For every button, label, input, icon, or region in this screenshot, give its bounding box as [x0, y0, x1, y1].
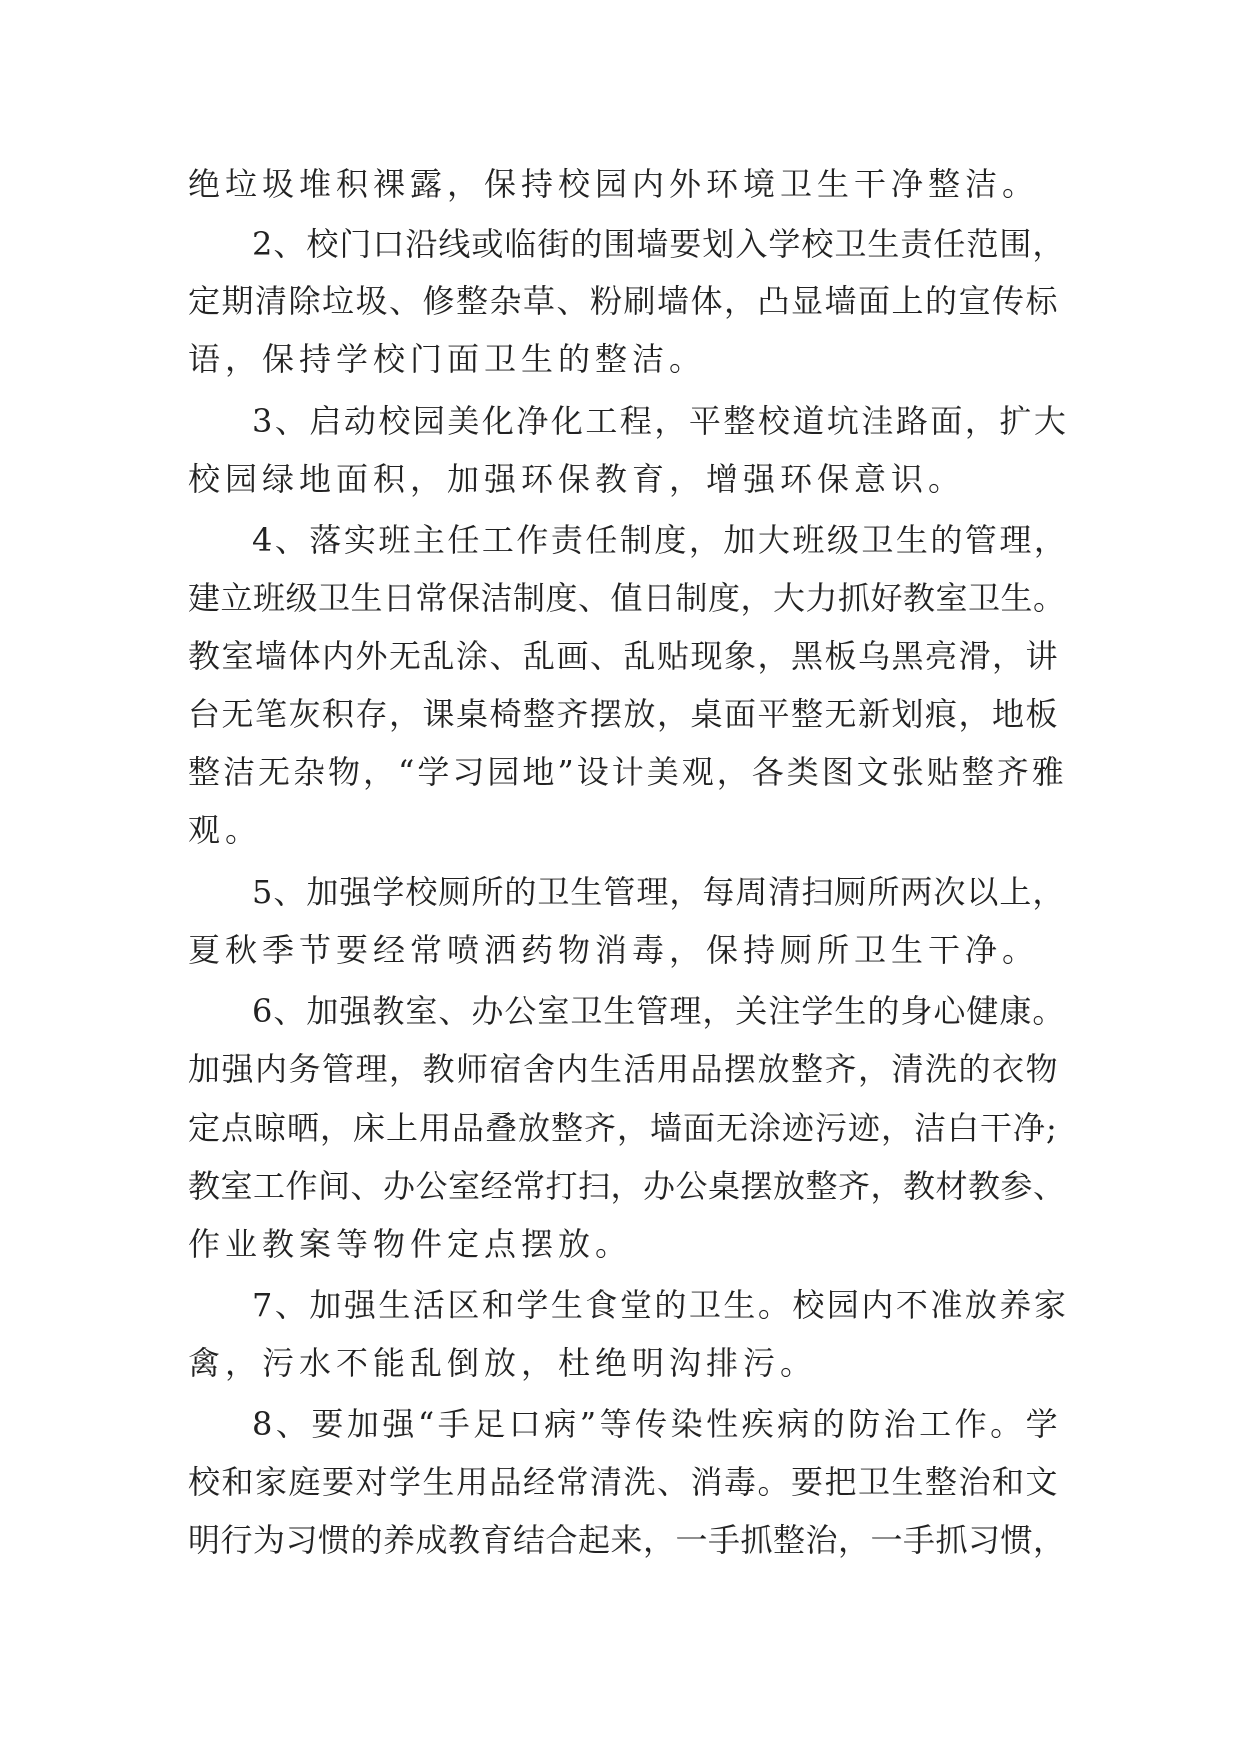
text-line: 校和家庭要对学生用品经常清洗、消毒。要把卫生整治和文	[188, 1463, 1060, 1501]
text-line: 绝垃圾堆积裸露，保持校园内外环境卫生干净整洁。	[188, 165, 1040, 203]
text-line: 4、落实班主任工作责任制度，加大班级卫生的管理，	[252, 521, 1069, 559]
text-line: 定期清除垃圾、修整杂草、粉刷墙体，凸显墙面上的宣传标	[188, 282, 1060, 320]
text-line: 观。	[188, 811, 263, 849]
text-line: 明行为习惯的养成教育结合起来，一手抓整治，一手抓习惯，	[188, 1521, 1066, 1559]
text-line: 台无笔灰积存，课桌椅整齐摆放，桌面平整无新划痕，地板	[188, 695, 1060, 733]
text-line: 禽，污水不能乱倒放，杜绝明沟排污。	[188, 1344, 818, 1382]
text-line: 5、加强学校厕所的卫生管理，每周清扫厕所两次以上，	[252, 873, 1066, 911]
text-line: 作业教案等物件定点摆放。	[188, 1225, 633, 1263]
text-line: 教室工作间、办公室经常打扫，办公桌摆放整齐，教材教参、	[188, 1167, 1066, 1205]
text-line: 2、校门口沿线或临街的围墙要划入学校卫生责任范围，	[252, 225, 1066, 263]
text-line: 教室墙体内外无乱涂、乱画、乱贴现象，黑板乌黑亮滑，讲	[188, 637, 1060, 675]
text-line: 建立班级卫生日常保洁制度、值日制度，大力抓好教室卫生。	[188, 579, 1066, 617]
text-line: 6、加强教室、办公室卫生管理，关注学生的身心健康。	[252, 992, 1066, 1030]
text-line: 语，保持学校门面卫生的整洁。	[188, 340, 707, 378]
text-line: 定点晾晒，床上用品叠放整齐，墙面无涂迹污迹，洁白干净;	[188, 1109, 1058, 1147]
text-line: 整洁无杂物，“学习园地”设计美观，各类图文张贴整齐雅	[188, 753, 1067, 791]
text-line: 加强内务管理，教师宿舍内生活用品摆放整齐，清洗的衣物	[188, 1050, 1060, 1088]
text-line: 3、启动校园美化净化工程，平整校道坑洼路面，扩大	[252, 402, 1069, 440]
text-line: 7、加强生活区和学生食堂的卫生。校园内不准放养家	[252, 1286, 1069, 1324]
text-line: 8、要加强“手足口病”等传染性疾病的防治工作。学	[252, 1405, 1062, 1443]
text-line: 夏秋季节要经常喷洒药物消毒，保持厕所卫生干净。	[188, 931, 1040, 969]
text-line: 校园绿地面积，加强环保教育，增强环保意识。	[188, 460, 966, 498]
